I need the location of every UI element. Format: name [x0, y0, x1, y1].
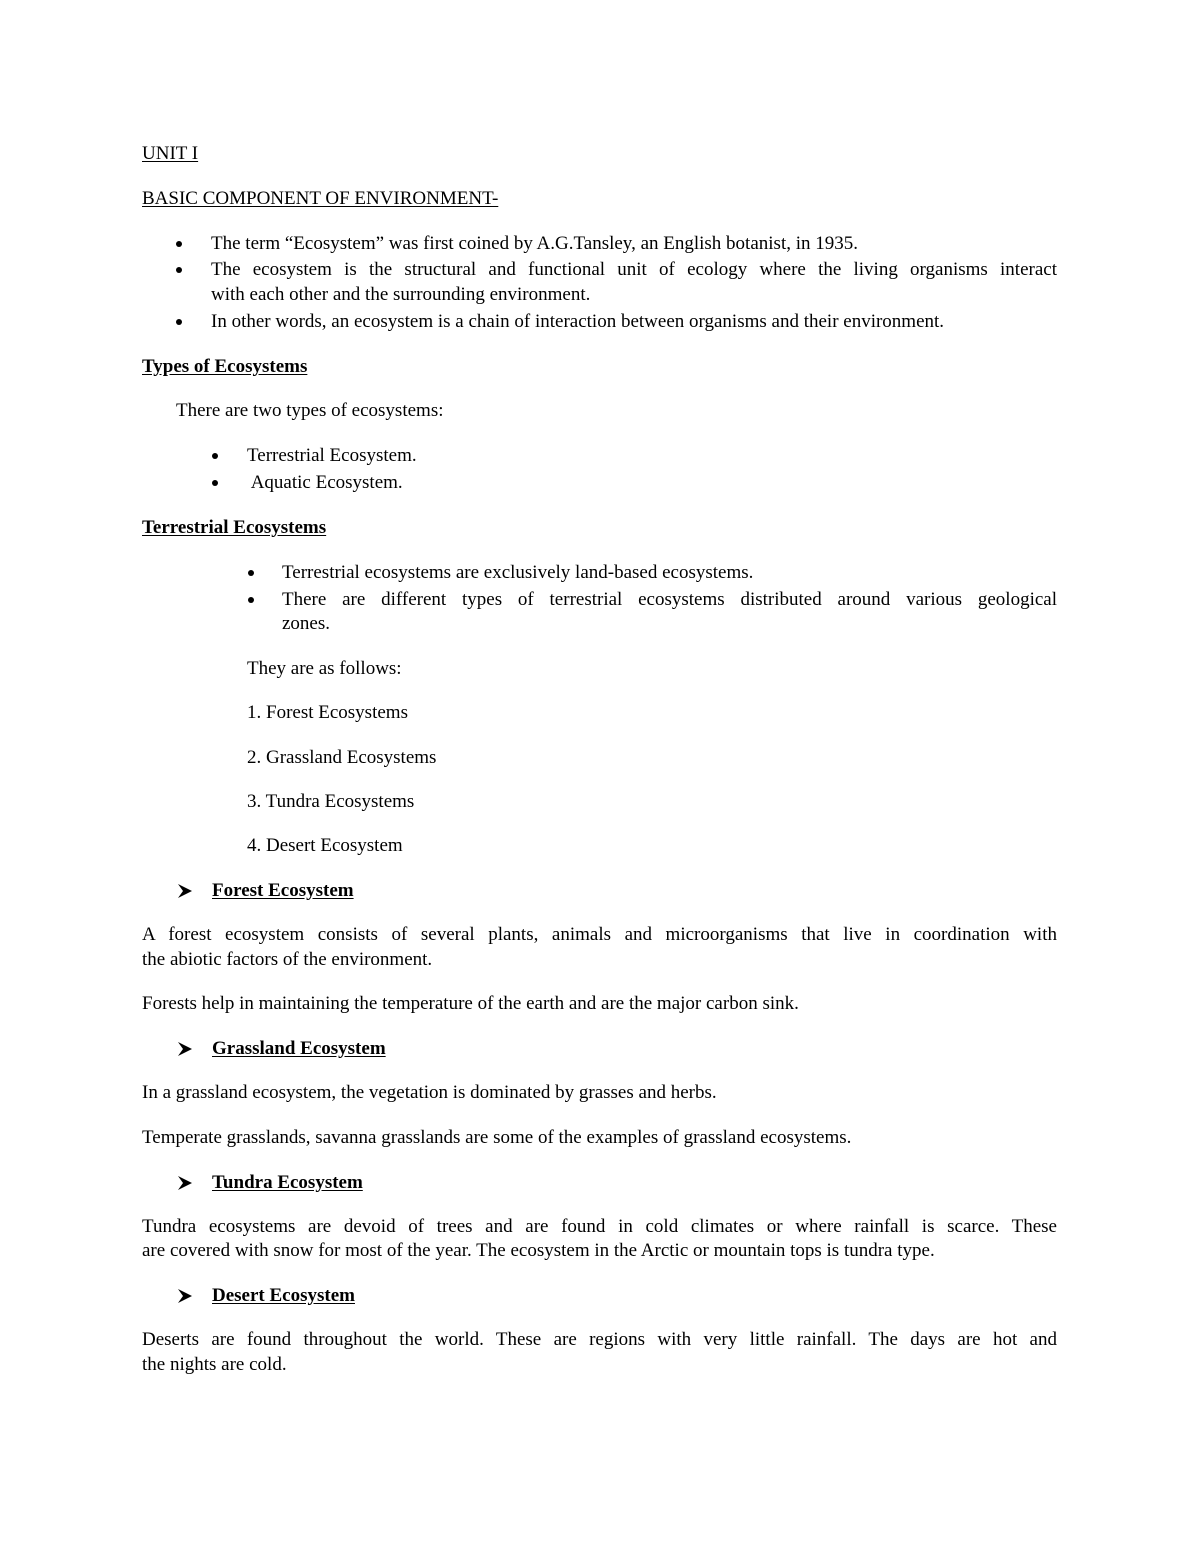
terrestrial-list-item: 3. Tundra Ecosystems [247, 791, 415, 812]
desert-paragraph-line-2: the nights are cold. [142, 1354, 287, 1375]
bullet-icon [248, 570, 254, 576]
grassland-paragraph-1: In a grassland ecosystem, the vegetation is dominated by grasses and herbs. [142, 1082, 717, 1103]
bullet-icon [176, 241, 182, 247]
bullet-icon [212, 453, 218, 459]
section-title: BASIC COMPONENT OF ENVIRONMENT- [142, 188, 499, 209]
forest-paragraph-2: Forests help in maintaining the temperature of the earth and are the major carbon sink. [142, 993, 799, 1014]
terrestrial-list-item: 4. Desert Ecosystem [247, 835, 403, 856]
bullet-icon [176, 319, 182, 325]
bullet-icon [248, 597, 254, 603]
terrestrial-bullet-1: Terrestrial ecosystems are exclusively land-based ecosystems. [282, 562, 754, 583]
grassland-paragraph-2: Temperate grasslands, savanna grasslands are some of the examples of grassland ecosystems. [142, 1127, 852, 1148]
intro-bullet-2-line-1: The ecosystem is the structural and functional unit of ecology where the living organisms interact [211, 259, 1057, 280]
unit-title: UNIT I [142, 143, 199, 164]
types-intro: There are two types of ecosystems: [176, 400, 444, 421]
desert-heading: Desert Ecosystem [212, 1285, 355, 1306]
terrestrial-bullet-2-line-2: zones. [282, 613, 331, 634]
terrestrial-heading: Terrestrial Ecosystems [142, 517, 327, 538]
grassland-heading: Grassland Ecosystem [212, 1038, 386, 1059]
bullet-icon [176, 267, 182, 273]
forest-heading: Forest Ecosystem [212, 880, 354, 901]
terrestrial-bullet-2-line-1: There are different types of terrestrial ecosystems distributed around various geological [282, 589, 1057, 610]
intro-bullet-2-line-2: with each other and the surrounding environment. [211, 284, 591, 305]
arrow-bullet-icon [176, 882, 194, 900]
intro-bullet-3: In other words, an ecosystem is a chain of interaction between organisms and their environment. [211, 311, 945, 332]
types-heading: Types of Ecosystems [142, 356, 308, 377]
bullet-icon [212, 480, 218, 486]
types-item-terrestrial: Terrestrial Ecosystem. [247, 445, 417, 466]
arrow-bullet-icon [176, 1174, 194, 1192]
types-item-aquatic: Aquatic Ecosystem. [247, 472, 403, 493]
desert-paragraph-line-1: Deserts are found throughout the world. These are regions with very little rainfall. The days are hot and [142, 1329, 1057, 1350]
terrestrial-list-item: 2. Grassland Ecosystems [247, 747, 437, 768]
tundra-paragraph-line-2: are covered with snow for most of the year. The ecosystem in the Arctic or mountain tops is tundra type. [142, 1240, 935, 1261]
terrestrial-list-item: 1. Forest Ecosystems [247, 702, 408, 723]
terrestrial-follows: They are as follows: [247, 658, 402, 679]
arrow-bullet-icon [176, 1287, 194, 1305]
tundra-paragraph-line-1: Tundra ecosystems are devoid of trees and are found in cold climates or where rainfall is scarce. These [142, 1216, 1057, 1237]
intro-bullet-1: The term “Ecosystem” was first coined by A.G.Tansley, an English botanist, in 1935. [211, 233, 859, 254]
arrow-bullet-icon [176, 1040, 194, 1058]
tundra-heading: Tundra Ecosystem [212, 1172, 363, 1193]
forest-paragraph-1-line-1: A forest ecosystem consists of several plants, animals and microorganisms that live in coordination with [142, 924, 1057, 945]
forest-paragraph-1-line-2: the abiotic factors of the environment. [142, 949, 433, 970]
